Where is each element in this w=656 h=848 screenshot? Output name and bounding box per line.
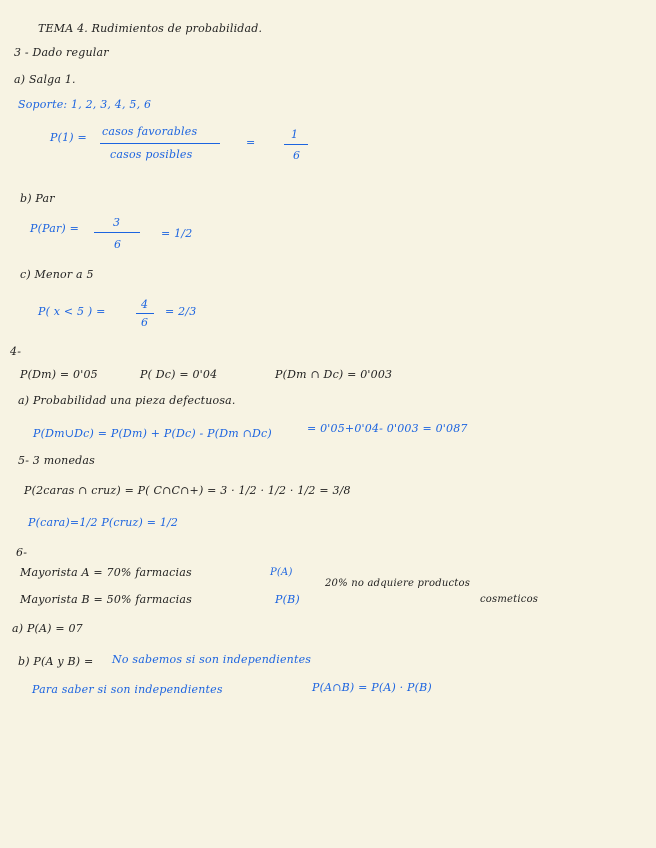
exercise-3c-numerator: 4 (141, 298, 149, 311)
exercise-6b-formula: P(A∩B) = P(A) · P(B) (312, 681, 432, 694)
exercise-6a-answer: a) P(A) = 07 (12, 622, 83, 635)
exercise-5-formula: P(2caras ∩ cruz) = P( C∩C∩+) = 3 · 1/2 · 1/2 · 1/2 = 3/8 (24, 484, 351, 497)
exercise-3b-result: = 1/2 (161, 227, 193, 240)
exercise-6b-line-2: Para saber si son independientes (32, 683, 223, 696)
exercise-6-side-note: 20% no adquiere productos (325, 578, 471, 589)
exercise-6-header: 6- (16, 546, 28, 559)
exercise-4a-formula: P(Dm∪Dc) = P(Dm) + P(Dc) - P(Dm ∩Dc) (33, 427, 272, 440)
exercise-3a-result-bar (284, 144, 308, 145)
exercise-4a-result: = 0'05+0'04- 0'003 = 0'087 (307, 422, 468, 435)
exercise-6b-label: b) P(A y B) = (18, 655, 94, 668)
exercise-3a-fraction-bar (100, 143, 220, 144)
exercise-3-header: 3 - Dado regular (14, 46, 109, 59)
exercise-4-given-2: P( Dc) = 0'04 (140, 368, 218, 381)
exercise-3b-label: b) Par (20, 192, 55, 205)
exercise-3a-result-den: 6 (293, 149, 301, 162)
exercise-3b-numerator: 3 (113, 216, 121, 229)
exercise-3b-denominator: 6 (114, 238, 122, 251)
exercise-6-line-1: Mayorista A = 70% farmacias (20, 566, 192, 579)
exercise-3c-denominator: 6 (141, 316, 149, 329)
exercise-6-line-2-prob: P(B) (275, 593, 300, 606)
exercise-3a-denominator: casos posibles (110, 148, 193, 161)
exercise-3c-label: c) Menor a 5 (20, 268, 94, 281)
exercise-3-support: Soporte: 1, 2, 3, 4, 5, 6 (18, 98, 152, 111)
page-title: TEMA 4. Rudimientos de probabilidad. (38, 22, 263, 35)
exercise-6-side-note-2: cosmeticos (480, 594, 539, 605)
exercise-3b-fraction-bar (94, 232, 140, 233)
exercise-6-line-2: Mayorista B = 50% farmacias (20, 593, 192, 606)
exercise-3c-fraction-bar (136, 313, 154, 314)
exercise-3a-equals: = (246, 136, 256, 149)
exercise-3a-result-num: 1 (291, 128, 299, 141)
exercise-3c-result: = 2/3 (165, 305, 197, 318)
exercise-3c-prob: P( x < 5 ) = (38, 305, 106, 318)
exercise-4-header: 4- (10, 345, 22, 358)
exercise-3a-numerator: casos favorables (102, 125, 198, 138)
exercise-4-given-1: P(Dm) = 0'05 (20, 368, 98, 381)
exercise-4-given-3: P(Dm ∩ Dc) = 0'003 (275, 368, 393, 381)
exercise-5-header: 5- 3 monedas (18, 454, 95, 467)
exercise-6-line-1-prob: P(A) (270, 567, 293, 578)
exercise-3b-prob: P(Par) = (30, 222, 80, 235)
exercise-6b-text: No sabemos si son independientes (112, 653, 312, 666)
exercise-3a-label: a) Salga 1. (14, 73, 76, 86)
exercise-3a-prob: P(1) = (50, 131, 87, 144)
exercise-5-note: P(cara)=1/2 P(cruz) = 1/2 (28, 516, 179, 529)
exercise-4a-label: a) Probabilidad una pieza defectuosa. (18, 394, 236, 407)
